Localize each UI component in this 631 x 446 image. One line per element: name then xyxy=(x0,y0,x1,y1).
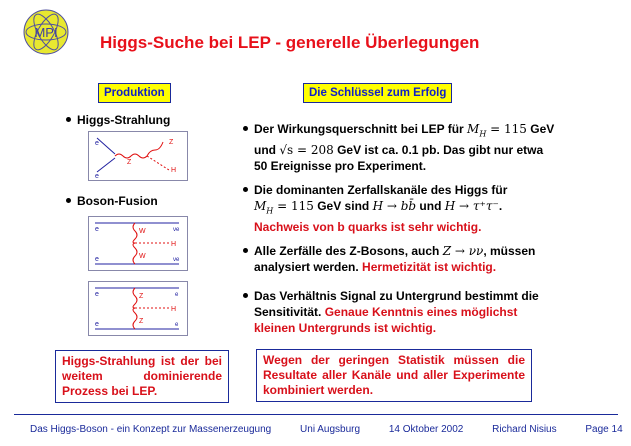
svg-text:e: e xyxy=(95,256,99,263)
svg-text:H: H xyxy=(171,167,177,174)
bullet-signal-background: Das Verhältnis Signal zu Untergrund bestimmt die Sensitivität. Genaue Kenntnis eines möglichst kleinen Untergrunds ist wichtig. xyxy=(243,288,603,336)
svg-text:W: W xyxy=(139,228,146,235)
bullet-z-decays: Alle Zerfälle des Z-Bosons, auch Z → νν, müssen analysiert werden. Hermetizität ist wichtig. xyxy=(243,243,603,275)
svg-text:νe: νe xyxy=(173,227,180,233)
footer-author: Richard Nisius xyxy=(492,424,557,435)
svg-text:νe: νe xyxy=(173,257,180,263)
key-to-success-header: Die Schlüssel zum Erfolg xyxy=(303,83,452,103)
slide-title: Higgs-Suche bei LEP - generelle Überlegungen xyxy=(100,33,480,52)
footer-divider xyxy=(14,414,618,415)
svg-text:Z: Z xyxy=(139,293,144,300)
footer-talk: Das Higgs-Boson - ein Konzept zur Massenerzeugung xyxy=(30,424,272,435)
mpi-logo xyxy=(22,8,70,56)
svg-text:e: e xyxy=(95,173,99,180)
svg-text:Z: Z xyxy=(169,139,174,146)
svg-text:e: e xyxy=(95,291,99,298)
diagram-fusion-z xyxy=(88,281,188,336)
svg-text:e: e xyxy=(95,226,99,233)
footer-place: Uni Augsburg xyxy=(300,424,361,435)
svg-text:Z: Z xyxy=(139,318,144,325)
logo-text: MPI xyxy=(34,25,58,40)
bullet-boson-fusion: Boson-Fusion xyxy=(66,193,158,209)
svg-text:H: H xyxy=(171,241,177,248)
svg-text:e: e xyxy=(95,321,99,328)
svg-text:e: e xyxy=(175,322,179,328)
svg-text:H: H xyxy=(171,306,177,313)
diagram-higgs-strahlung xyxy=(88,131,188,181)
svg-text:W: W xyxy=(139,253,146,260)
diagram-fusion-w xyxy=(88,216,188,271)
svg-text:Z: Z xyxy=(127,159,132,166)
right-callout: Wegen der geringen Statistik müssen die Resultate aller Kanäle und aller Experimente kombiniert werden. xyxy=(256,349,532,402)
bullet-cross-section: Der Wirkungsquerschnitt bei LEP für $M_H = 115$ GeV und √s = 208 GeV ist ca. 0.1 pb. Das gibt nur etwa 50 Ereignisse pro Experiment. xyxy=(243,121,603,174)
footer-date: 14 Oktober 2002 xyxy=(388,424,464,435)
left-callout: Higgs-Strahlung ist der bei weitem dominierende Prozess bei LEP. xyxy=(55,350,229,403)
bullet-higgs-strahlung: Higgs-Strahlung xyxy=(66,112,170,128)
svg-text:e: e xyxy=(175,292,179,298)
svg-text:e: e xyxy=(95,140,99,147)
production-header: Produktion xyxy=(98,83,171,103)
bullet-decay-channels: Die dominanten Zerfallskanäle des Higgs für $M_H = 115$ GeV sind H → bb̄ und H → τ⁺τ⁻. Nachweis von b quarks ist sehr wichtig. xyxy=(243,182,603,235)
footer xyxy=(30,424,623,435)
footer-page: Page 14 xyxy=(585,424,623,435)
